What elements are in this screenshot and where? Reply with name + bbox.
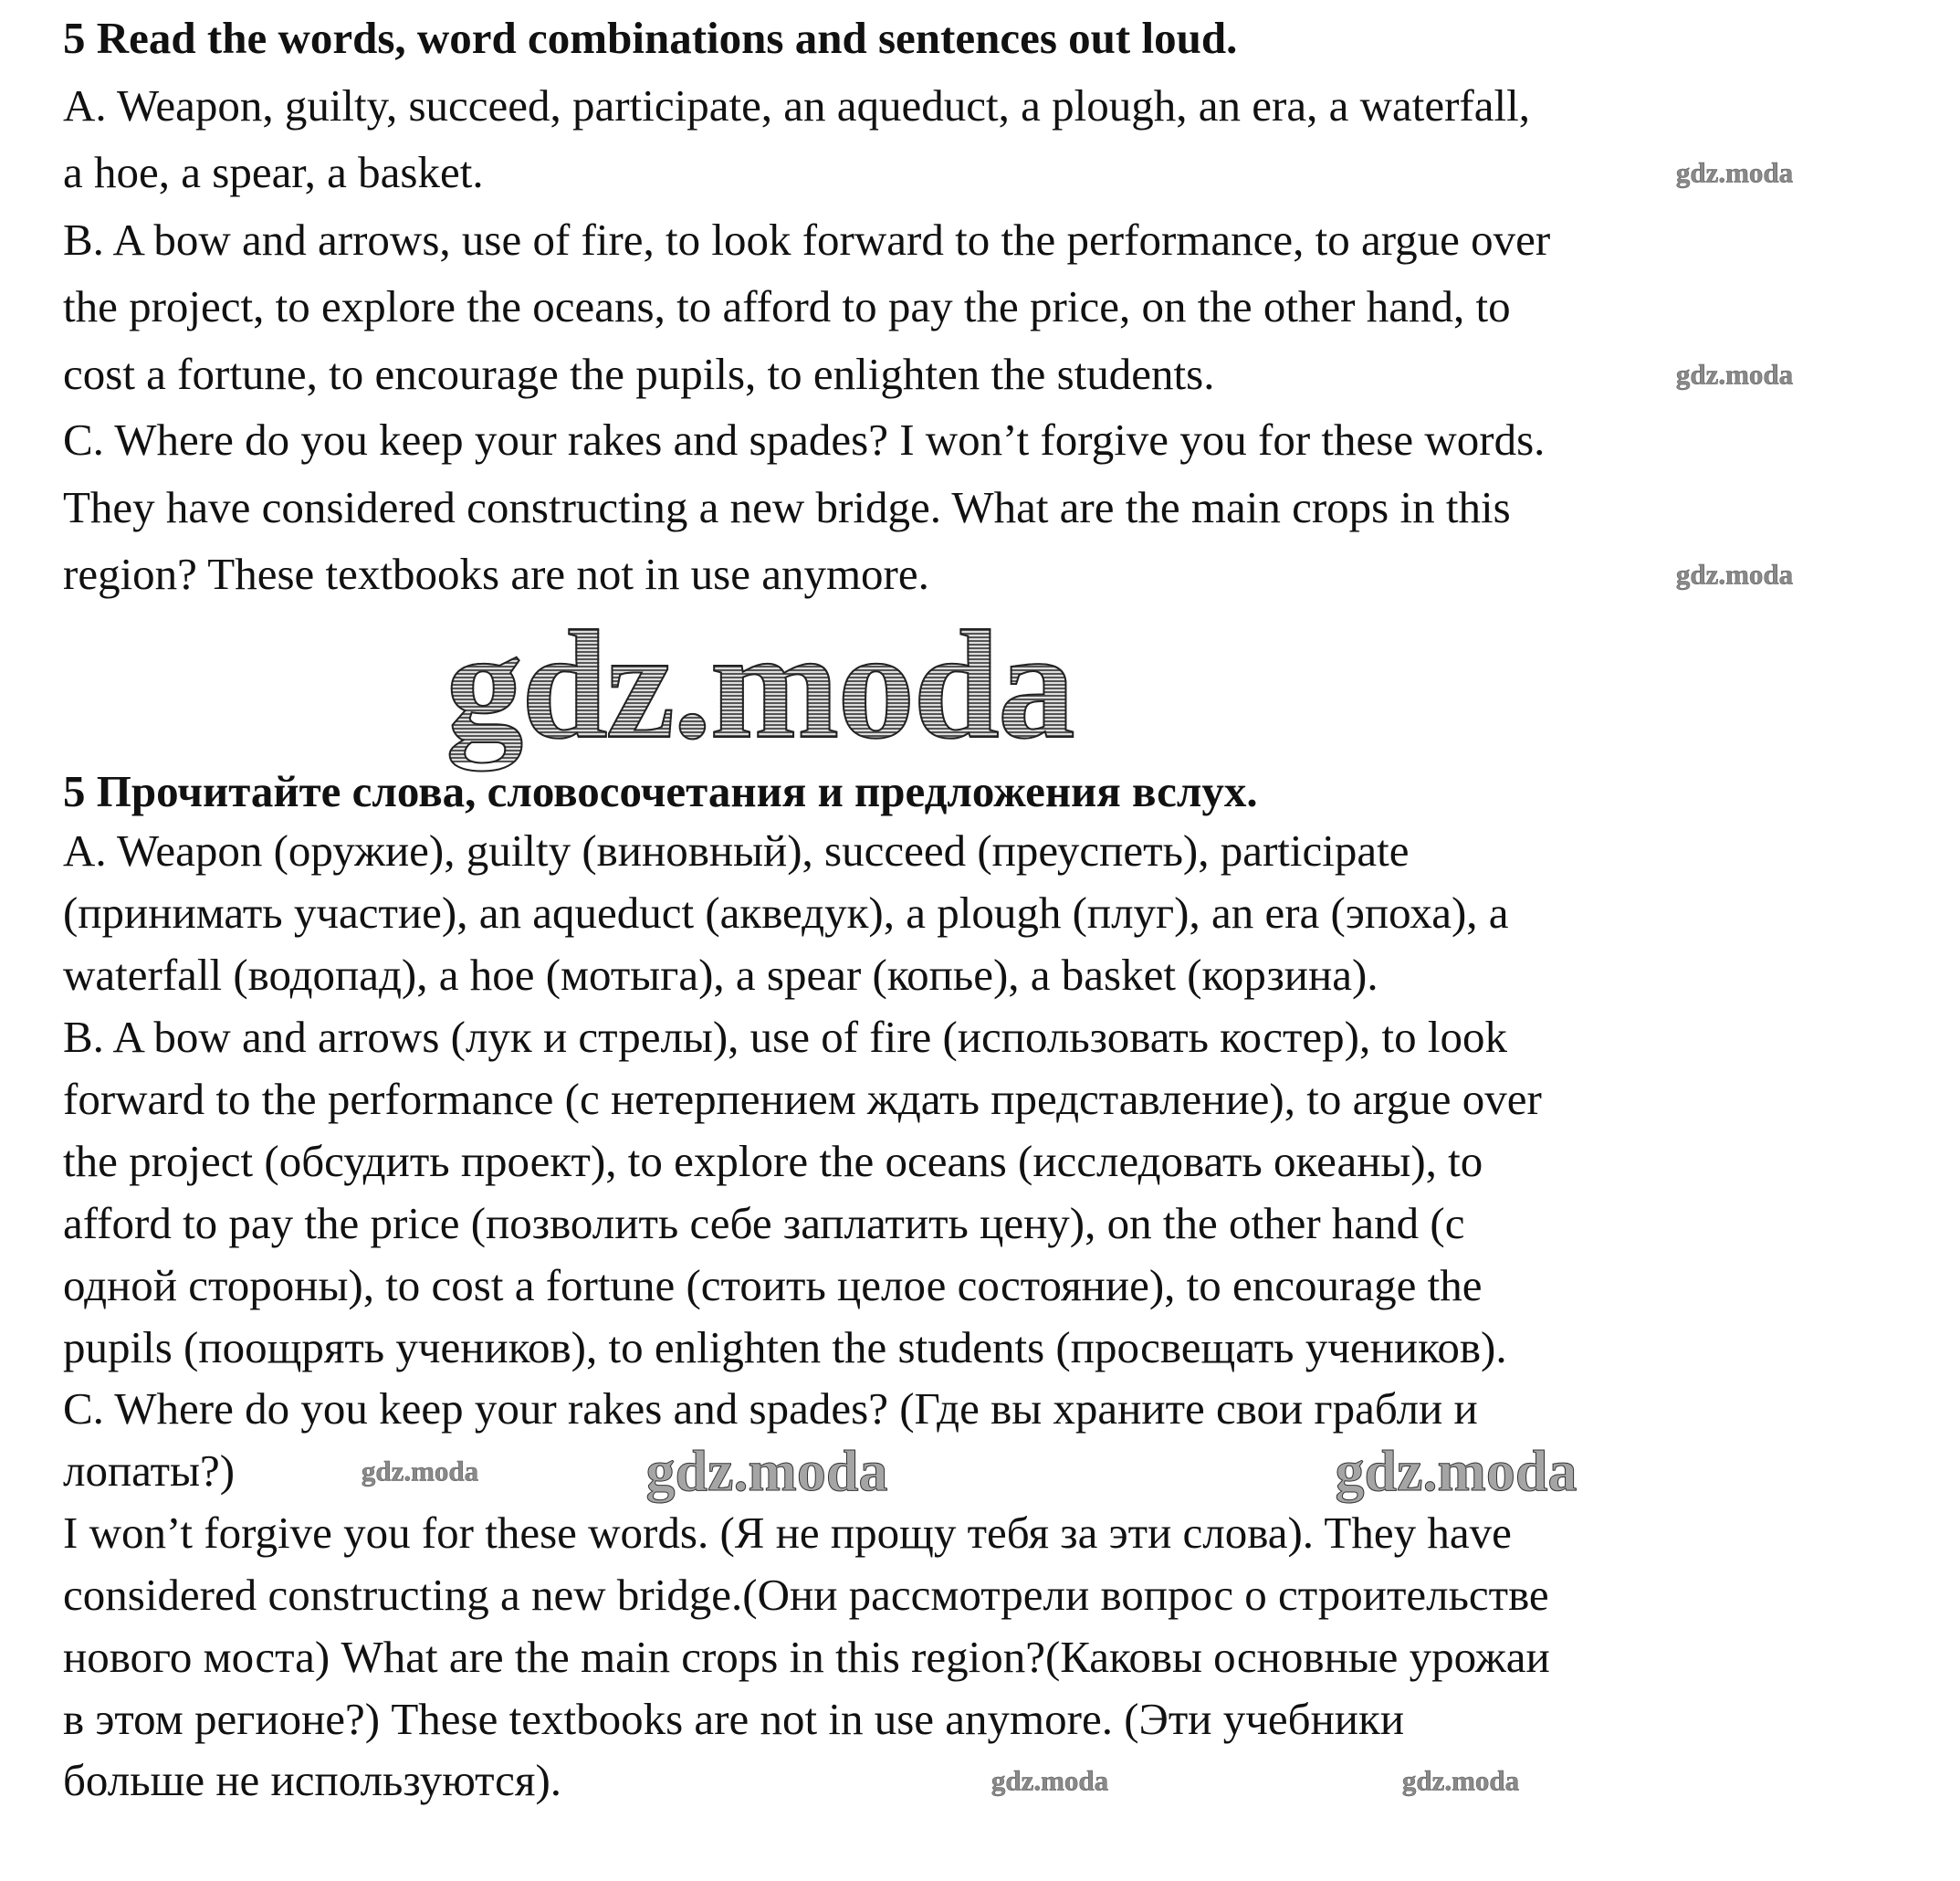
watermark-large: gdz.moda	[445, 599, 1074, 771]
watermark: gdz.moda	[361, 1455, 479, 1487]
russian-heading: 5 Прочитайте слова, словосочетания и предложения вслух.	[63, 766, 1258, 816]
english-heading: 5 Read the words, word combinations and sentences out loud.	[63, 13, 1238, 63]
text-line: (принимать участие), an aqueduct (акведук), a plough (плуг), an era (эпоха), a	[63, 888, 1509, 938]
watermark: gdz.moda	[645, 1438, 888, 1503]
text-line: B. A bow and arrows, use of fire, to look forward to the performance, to argue over	[63, 215, 1551, 265]
text-line: cost a fortune, to encourage the pupils, to enlighten the students.	[63, 349, 1215, 399]
text-line: forward to the performance (с нетерпением ждать представление), to argue over	[63, 1074, 1542, 1124]
watermark: gdz.moda	[1675, 558, 1794, 591]
text-line: B. A bow and arrows (лук и стрелы), use of fire (использовать костер), to look	[63, 1012, 1507, 1062]
text-line: A. Weapon (оружие), guilty (виновный), succeed (преуспеть), participate	[63, 825, 1410, 876]
watermark: gdz.moda	[1675, 358, 1794, 391]
text-line: I won’t forgive you for these words. (Я не прощу тебя за эти слова). They have	[63, 1508, 1512, 1558]
text-line: pupils (поощрять учеников), to enlighten the students (просвещать учеников).	[63, 1322, 1507, 1372]
text-line: в этом регионе?) These textbooks are not in use anymore. (Эти учебники	[63, 1694, 1405, 1744]
watermark: gdz.moda	[1675, 156, 1794, 189]
text-line: A. Weapon, guilty, succeed, participate, an aqueduct, a plough, an era, a waterfall,	[63, 80, 1530, 131]
text-line: the project (обсудить проект), to explore the oceans (исследовать океаны), to	[63, 1136, 1483, 1186]
text-line: нового моста) What are the main crops in this region?(Каковы основные урожаи	[63, 1632, 1550, 1682]
text-line: C. Where do you keep your rakes and spades? I won’t forgive you for these words.	[63, 415, 1546, 465]
text-line: They have considered constructing a new bridge. What are the main crops in this	[63, 482, 1511, 532]
watermark: gdz.moda	[1401, 1764, 1520, 1797]
watermark: gdz.moda	[1335, 1438, 1577, 1503]
text-line: одной стороны), to cost a fortune (стоить целое состояние), to encourage the	[63, 1260, 1483, 1310]
text-line: C. Where do you keep your rakes and spades? (Где вы храните свои грабли и	[63, 1383, 1478, 1434]
text-line: considered constructing a new bridge.(Они рассмотрели вопрос о строительстве	[63, 1570, 1549, 1620]
text-line: больше не используются).	[63, 1755, 562, 1805]
text-line: the project, to explore the oceans, to afford to pay the price, on the other hand, to	[63, 281, 1511, 331]
text-line: лопаты?)	[63, 1445, 236, 1496]
text-line: waterfall (водопад), a hoe (мотыга), a spear (копье), a basket (корзина).	[63, 950, 1378, 1000]
text-line: a hoe, a spear, a basket.	[63, 147, 484, 197]
text-line: region? These textbooks are not in use anymore.	[63, 549, 929, 599]
watermark: gdz.moda	[990, 1764, 1109, 1797]
text-line: afford to pay the price (позволить себе заплатить цену), on the other hand (с	[63, 1198, 1465, 1248]
